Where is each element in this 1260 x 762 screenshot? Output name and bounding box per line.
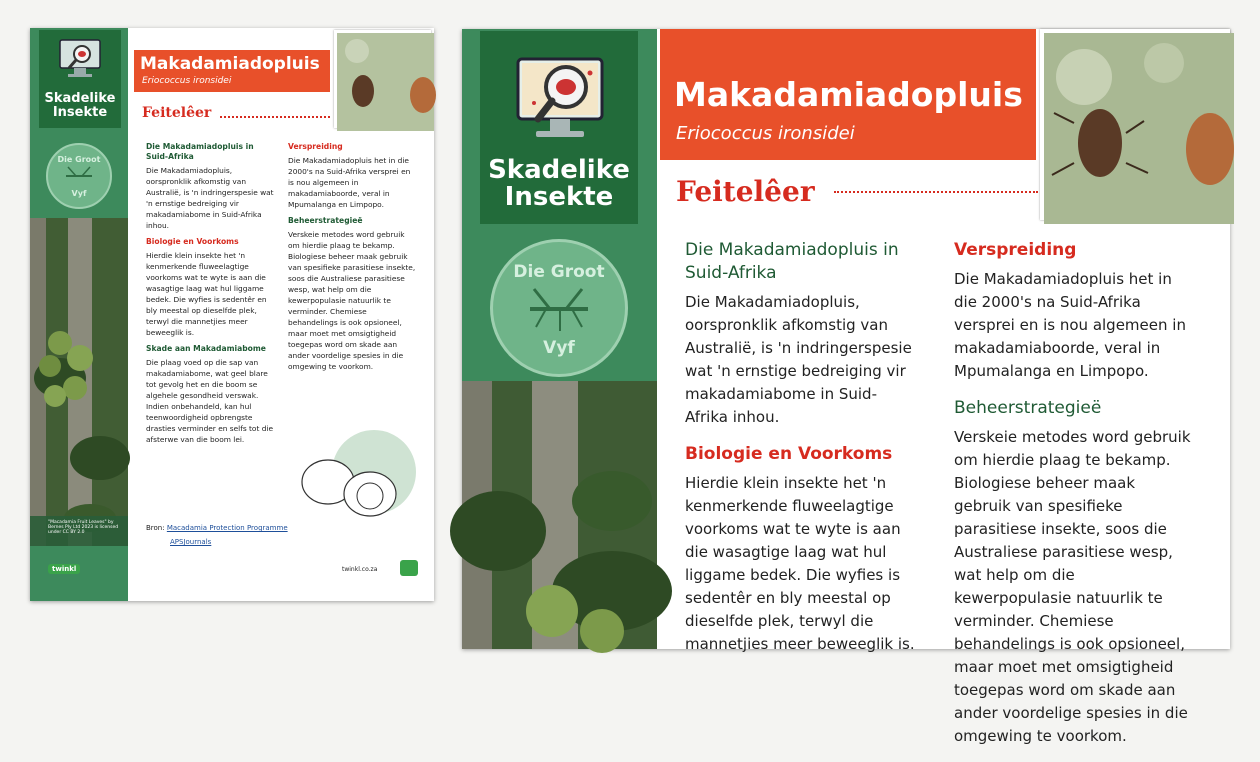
small-right-block <box>288 142 416 210</box>
large-badge <box>490 239 628 377</box>
large-heading-biologie: Biologie en Voorkoms <box>685 444 893 464</box>
large-insect-photo <box>1040 29 1230 220</box>
small-body-biologie: Hierdie klein insekte het 'n kenmerkende fluweelagtige voorkoms wat te wyte is aan die wasagtige laag wat hul liggame bedek. Die wyfies is sedentêr en bly meestal op dieselfde plek, terwyl die mannetjies meer beweeglik is. <box>146 251 267 337</box>
large-logo-box <box>480 31 638 224</box>
large-heading-beheer: Beheerstrategieë <box>954 398 1102 418</box>
small-heading-verspreiding: Verspreiding <box>288 142 343 151</box>
large-left-block <box>685 443 915 656</box>
large-mealybug-image <box>1044 33 1234 224</box>
small-title-band <box>134 50 330 92</box>
small-right-block <box>288 216 416 372</box>
large-body-verspreiding: Die Makadamiadopluis het in die 2000's na Suid-Afrika versprei en is nou algemeen in makadamiaboorde, veral in Mpumalanga en Limpopo. <box>954 270 1186 380</box>
small-photo-credit: "Macadamia Fruit Leaves" by Bernes Ply Ltd 2023 is licensed under CC BY 2.0 <box>48 520 119 535</box>
large-monitor-icon <box>480 45 638 155</box>
large-heading-suid-afrika: Die Makadamiadopluis in Suid-Afrika <box>685 240 899 283</box>
small-left-column <box>146 142 274 451</box>
small-footer-url: twinkl.co.za <box>342 566 378 573</box>
small-heading-suid-afrika: Die Makadamiadopluis in Suid-Afrika <box>146 142 254 161</box>
large-title-band <box>660 29 1036 160</box>
small-sidebar <box>30 28 128 601</box>
small-monitor-icon <box>39 34 121 84</box>
small-heading-biologie: Biologie en Voorkoms <box>146 237 239 246</box>
small-body-suid-afrika: Die Makadamiadopluis, oorspronklik afkomstig van Australië, is 'n indringerspesie wat 'n ernstige bedreiging vir makadamiabome in Suid-Afrika inhou. <box>146 166 274 230</box>
small-macadamia-nut-illustration <box>288 418 418 528</box>
large-badge-top: Die Groot <box>513 262 605 282</box>
small-body-beheer: Verskeie metodes word gebruik om hierdie plaag te bekamp. Biologiese beheer maak gebruik van spesifieke parasitiese insekte, soos die Australiese parasitiese wesp, wat help om die kewerpopulasie natuurlik te verminder. Chemiese behandelings is ook opsioneel, maar moet met omsigtigheid toegepas word om skade aan ander voordelige spesies in die omgewing te voorkom. <box>288 230 416 371</box>
small-mosquito-icon <box>46 143 112 209</box>
small-left-block <box>146 344 274 445</box>
large-sidebar <box>462 29 657 649</box>
small-sources <box>146 524 346 546</box>
small-heading-dots <box>220 116 330 118</box>
large-left-column <box>685 239 915 670</box>
small-tree-photo <box>30 218 128 601</box>
small-left-block <box>146 237 274 338</box>
large-body-biologie: Hierdie klein insekte het 'n kenmerkende fluweelagtige voorkoms wat te wyte is aan die wasagtige laag wat hul liggame bedek. Die wyfies is sedentêr en bly meestal op dieselfde plek, terwyl die mannetjies meer beweeglik is. <box>685 474 915 653</box>
small-logo-title <box>39 92 121 119</box>
small-badge-bottom: Vyf <box>71 189 87 198</box>
large-right-column <box>954 239 1194 762</box>
small-heading-beheer: Beheerstrategieë <box>288 216 363 225</box>
small-badge <box>46 143 112 209</box>
large-logo-line1: Skadelike <box>488 155 630 185</box>
small-footer-badge-icon <box>400 560 418 576</box>
large-badge-bottom: Vyf <box>543 338 575 358</box>
large-subtitle: Eriococcus ironsidei <box>676 123 855 144</box>
small-subtitle: Eriococcus ironsidei <box>142 76 232 86</box>
large-macadamia-tree-image <box>462 381 657 649</box>
small-logo-box <box>39 30 121 128</box>
small-left-block <box>146 142 274 231</box>
large-left-block <box>685 239 915 429</box>
large-heading-verspreiding: Verspreiding <box>954 240 1077 260</box>
large-title: Makadamiadopluis <box>674 75 1023 114</box>
large-section-heading: Feitelêer <box>676 175 815 208</box>
large-body-beheer: Verskeie metodes word gebruik om hierdie plaag te bekamp. Biologiese beheer maak gebruik van spesifieke parasitiese insekte, soos die Australiese parasitiese wesp, wat help om die kewerpopulasie natuurlik te verminder. Chemiese behandelings is ook opsioneel, maar moet met omsigtigheid toegepas word om skade aan ander voordelige spesies in die omgewing te voorkom. <box>954 428 1191 745</box>
small-badge-top: Die Groot <box>57 155 101 164</box>
small-insect-photo <box>334 30 431 128</box>
small-body-skade: Die plaag voed op die sap van makadamiabome, wat geel blare tot gevolg het en die boom se algehele gesondheid verswak. Indien onbehandeld, kan hul teenwoordigheid opbrengste drasties verminder en selfs tot die afsterwe van die boom lei. <box>146 358 273 444</box>
small-body-verspreiding: Die Makadamiadopluis het in die 2000's na Suid-Afrika versprei en is nou algemeen in makadamiaboorde, veral in Mpumalanga en Limpopo. <box>288 156 411 209</box>
large-logo-title <box>480 157 638 212</box>
small-source-link-aps[interactable]: APSJournals <box>170 538 212 546</box>
small-right-column <box>288 142 416 378</box>
small-section-heading: Feitelêer <box>142 105 212 121</box>
large-body-suid-afrika: Die Makadamiadopluis, oorspronklik afkomstig van Australië, is 'n indringerspesie wat 'n ernstige bedreiging vir makadamiabome in Suid-Afrika inhou. <box>685 293 912 426</box>
small-heading-skade: Skade aan Makadamiabome <box>146 344 266 353</box>
small-source-link-macadamia[interactable]: Macadamia Protection Programme <box>166 524 288 532</box>
small-logo-line2: Insekte <box>52 104 108 120</box>
small-title: Makadamiadopluis <box>140 54 320 74</box>
large-heading-dots <box>834 191 1038 193</box>
small-logo-line1: Skadelike <box>44 91 116 106</box>
large-right-block <box>954 239 1194 383</box>
large-sheet <box>462 29 1230 745</box>
large-tree-photo <box>462 381 657 649</box>
small-mealybug-image <box>337 33 434 131</box>
small-sources-label: Bron: <box>146 524 165 532</box>
large-logo-line2: Insekte <box>504 182 614 213</box>
small-macadamia-tree-image <box>30 218 128 601</box>
large-right-block <box>954 397 1194 748</box>
small-sheet <box>30 28 434 601</box>
small-twinkl-logo: twinkl <box>48 564 80 574</box>
